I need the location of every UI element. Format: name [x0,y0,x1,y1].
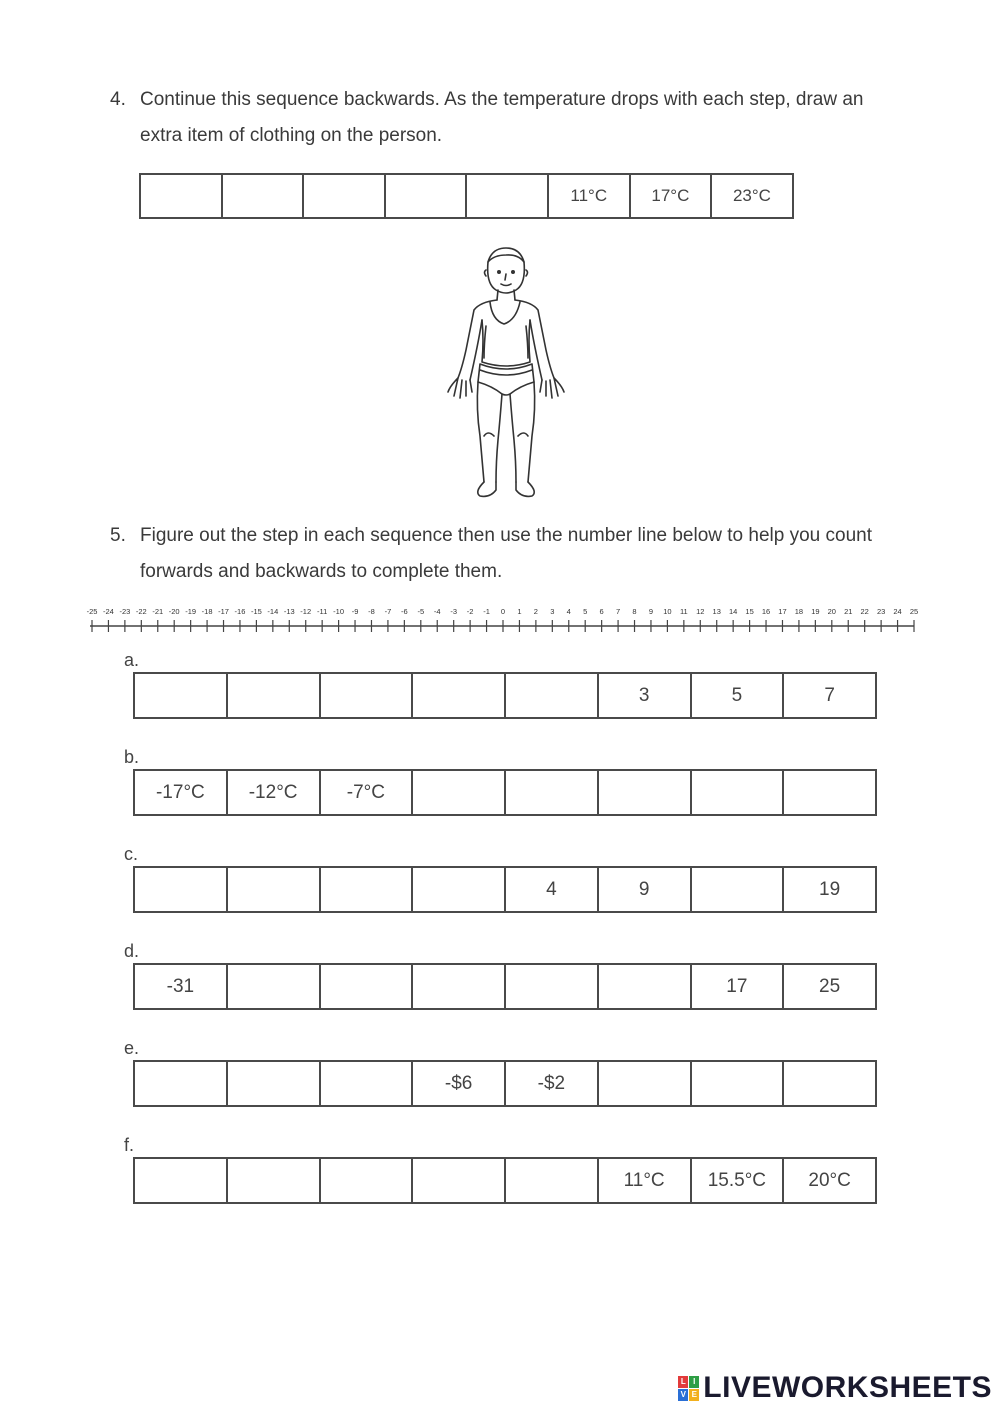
sequence-cell-blank[interactable] [412,770,505,815]
sequence-cell-value: -$2 [505,1061,598,1106]
sequence-cell-blank[interactable] [320,964,413,1009]
liveworksheets-brand [678,1371,992,1405]
sequence-cell-value: 3 [598,673,691,718]
sequence-cell-blank[interactable] [320,673,413,718]
sequence-cell-value: 15.5°C [691,1158,784,1203]
number-line-label: -4 [433,607,441,616]
q4-cell-value: 17°C [630,174,712,218]
number-line-label: 8 [632,607,637,616]
sequence-cell-blank[interactable] [598,1061,691,1106]
number-line-label: 13 [712,607,721,616]
sequence-table-c [133,866,877,913]
sequence-cell-blank[interactable] [227,1158,320,1203]
number-line-label: 24 [893,607,902,616]
number-line-label: 11 [679,607,688,616]
number-line-label: 19 [811,607,820,616]
number-line-label: 18 [794,607,804,616]
sequence-cell-value: -31 [134,964,227,1009]
sequence-cell-blank[interactable] [227,1061,320,1106]
sequence-table-d [133,963,877,1010]
sequence-cell-blank[interactable] [783,1061,876,1106]
sequence-cell-blank[interactable] [505,964,598,1009]
sequence-cell-blank[interactable] [227,673,320,718]
number-line-label: -18 [201,607,213,616]
sequence-label: b. [124,747,140,767]
number-line-label: 5 [583,607,588,616]
sequence-cell-value: -17°C [134,770,227,815]
q4-cell-blank[interactable] [140,174,222,218]
number-line-label: 0 [500,607,506,616]
logo-letter: E [689,1389,699,1401]
sequence-cell-blank[interactable] [320,1061,413,1106]
number-line-label: 2 [533,607,538,616]
logo-letter: V [678,1389,688,1401]
number-line-label: 14 [728,607,738,616]
number-line-label: -14 [267,607,279,616]
question-5-line-2: forwards and backwards to complete them. [140,561,503,582]
question-4-line-2: extra item of clothing on the person. [140,125,443,146]
sequence-label: a. [124,650,140,670]
q4-cell-value: 11°C [548,174,630,218]
sequence-cell-blank[interactable] [320,867,413,912]
sequence-cell-value: 7 [783,673,876,718]
sequence-cell-blank[interactable] [227,964,320,1009]
sequence-cell-value: -$6 [412,1061,505,1106]
sequence-cell-blank[interactable] [691,1061,784,1106]
liveworksheets-logo-icon [678,1376,699,1401]
number-line-label: -2 [466,607,474,616]
sequence-cell-value: 9 [598,867,691,912]
number-line-label: -21 [152,607,164,616]
number-line-label: -1 [483,607,490,616]
number-line-label: 12 [696,607,705,616]
number-line-label: -15 [250,607,262,616]
number-line-label: -11 [317,607,328,616]
logo-letter: I [689,1376,699,1388]
number-line-label: -7 [384,607,392,616]
number-line-label: -20 [168,607,180,616]
number-line-label: 25 [909,607,919,616]
number-line-label: -12 [300,607,312,616]
sequence-cell-blank[interactable] [412,964,505,1009]
number-line-label: -8 [368,607,375,616]
number-line-label: -3 [450,607,458,616]
sequence-cell-blank[interactable] [505,673,598,718]
sequence-table-a [133,672,877,719]
sequence-label: c. [124,844,139,864]
question-5-number: 5. [110,525,126,546]
sequence-cell-blank[interactable] [598,770,691,815]
number-line-label: -24 [103,607,114,616]
sequence-table-b [133,769,877,816]
number-line-label: -13 [283,607,295,616]
brand-name: LIVEWORKSHEETS [703,1371,992,1404]
number-line-label: 10 [663,607,672,616]
sequence-label: d. [124,941,140,961]
sequence-cell-blank[interactable] [412,1158,505,1203]
sequence-cell-value: 11°C [598,1158,691,1203]
number-line-label: -6 [401,607,408,616]
sequence-cell-blank[interactable] [320,1158,413,1203]
sequence-cell-value: 17 [691,964,784,1009]
person-figure [440,240,570,500]
q4-cell-blank[interactable] [466,174,548,218]
q4-cell-blank[interactable] [222,174,304,218]
number-line-label: -5 [417,607,425,616]
sequence-cell-blank[interactable] [691,770,784,815]
number-line-label: 9 [648,607,654,616]
sequence-cell-blank[interactable] [783,770,876,815]
number-line-label: 21 [844,607,853,616]
q4-cell-blank[interactable] [303,174,385,218]
sequence-cell-blank[interactable] [134,1158,227,1203]
q4-cell-value: 23°C [711,174,793,218]
sequence-cell-value: 4 [505,867,598,912]
number-line-label: -22 [135,607,147,616]
number-line-label: -16 [234,607,246,616]
sequence-cell-blank[interactable] [691,867,784,912]
q4-cell-blank[interactable] [385,174,467,218]
sequence-cell-value: 20°C [783,1158,876,1203]
sequence-cell-value: -7°C [320,770,413,815]
number-line-label: 20 [827,607,836,616]
sequence-cell-blank[interactable] [134,867,227,912]
number-line-label: 16 [761,607,771,616]
number-line-label: -25 [86,607,98,616]
sequence-label: e. [124,1038,140,1058]
question-5-line-1: Figure out the step in each sequence then use the number line below to help you count [140,525,872,546]
sequence-cell-blank[interactable] [505,770,598,815]
number-line-label: -17 [218,607,229,616]
number-line-label: 7 [615,607,621,616]
sequence-cell-value: 25 [783,964,876,1009]
number-line-label: 1 [517,607,522,616]
sequence-cell-blank[interactable] [134,1061,227,1106]
number-line-label: 22 [860,607,869,616]
question-4-line-1: Continue this sequence backwards. As the temperature drops with each step, draw an [140,89,864,110]
sequence-cell-blank[interactable] [412,673,505,718]
number-line-label: 17 [778,607,787,616]
number-line-label: -19 [185,607,197,616]
sequence-table-e [133,1060,877,1107]
number-line-label: -10 [333,607,345,616]
number-line-label: -9 [351,607,359,616]
number-line-label: 15 [745,607,754,616]
number-line-label: 4 [566,607,571,616]
sequence-cell-value: 5 [691,673,784,718]
number-line-label: 6 [599,607,604,616]
number-line-label: 3 [550,607,555,616]
sequence-cell-blank[interactable] [227,867,320,912]
sequence-label: f. [124,1135,135,1155]
sequence-cell-value: 19 [783,867,876,912]
sequence-table-f [133,1157,877,1204]
sequence-cell-blank[interactable] [134,673,227,718]
logo-letter: L [678,1376,688,1388]
q4-sequence-table [139,173,794,219]
number-line-label: 23 [876,607,886,616]
sequence-cell-blank[interactable] [412,867,505,912]
number-line-label: -23 [119,607,131,616]
question-4-number: 4. [110,89,126,110]
sequence-cell-blank[interactable] [505,1158,598,1203]
sequence-cell-value: -12°C [227,770,320,815]
number-line [84,602,920,638]
sequence-cell-blank[interactable] [598,964,691,1009]
